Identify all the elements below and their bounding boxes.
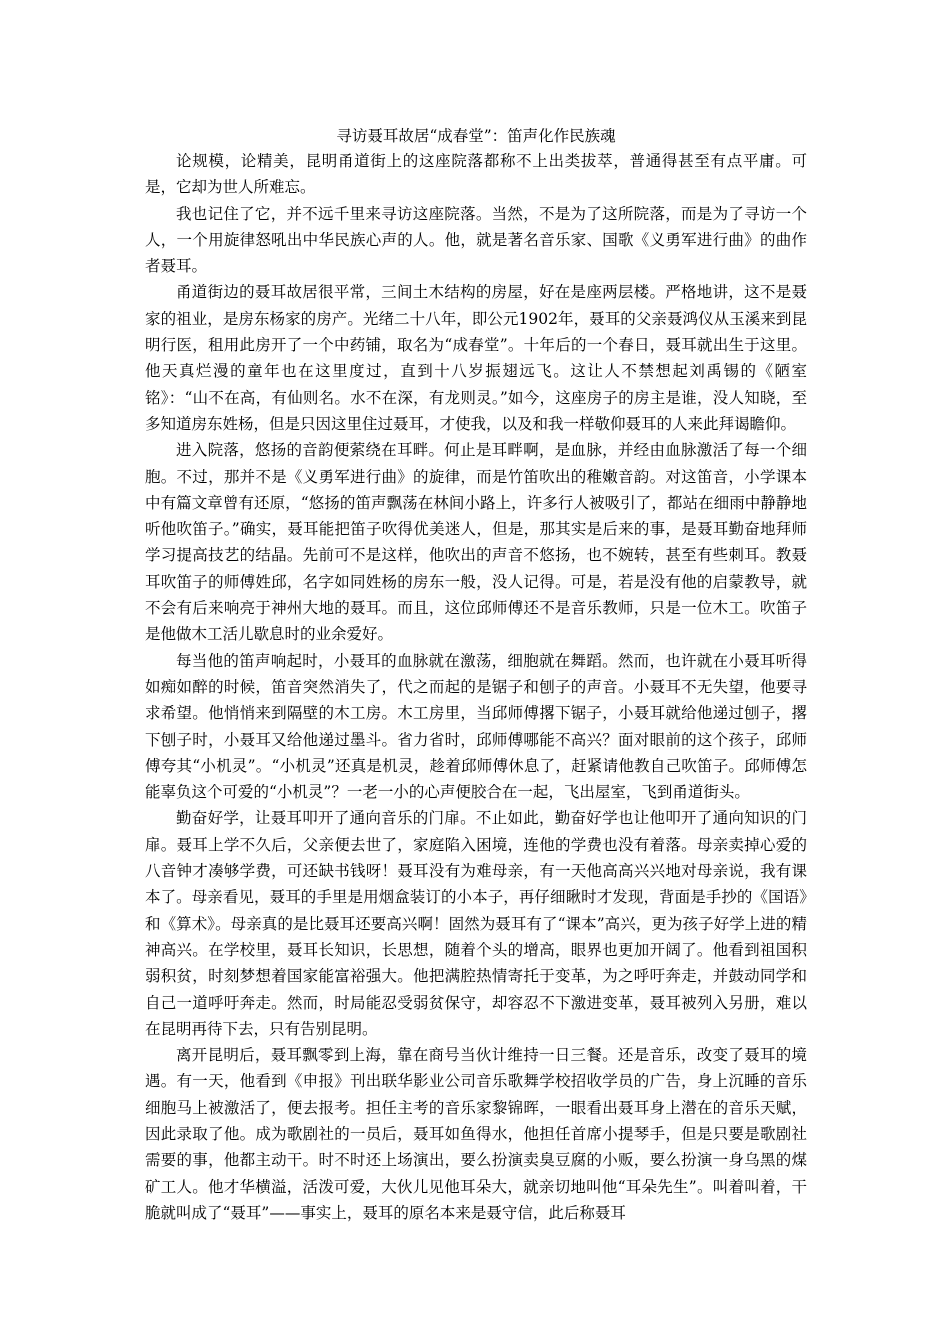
paragraph-5: 每当他的笛声响起时，小聂耳的血脉就在激荡，细胞就在舞蹈。然而，也许就在小聂耳听得如痴如醉的时候，笛音突然消失了，代之而起的是锯子和刨子的声音。小聂耳不无失望，他要寻求希望。他悄悄来到隔壁的木工房。木工房里，当邱师傅撂下锯子，小聂耳就给他递过刨子，撂下刨子时，小聂耳又给他递过墨斗。省力省时，邱师傅哪能不高兴？面对眼前的这个孩子，邱师傅夸其“小机灵”。“小机灵”还真是机灵，趁着邱师傅休息了，赶紧请他教自己吹笛子。邱师傅怎能辜负这个可爱的“小机灵”？一老一小的心声便胶合在一起，飞出屋室，飞到甬道街头。	[145, 651, 807, 802]
article-body	[145, 124, 807, 1226]
paragraph-7: 离开昆明后，聂耳飘零到上海，靠在商号当伙计维持一日三餐。还是音乐，改变了聂耳的境遇。有一天，他看到《申报》刊出联华影业公司音乐歌舞学校招收学员的广告，身上沉睡的音乐细胞马上被激活了，便去报考。担任主考的音乐家黎锦晖，一眼看出聂耳身上潜在的音乐天赋，因此录取了他。成为歌剧社的一员后，聂耳如鱼得水，他担任首席小提琴手，但是只要是歌剧社需要的事，他都主动干。时不时还上场演出，要么扮演卖臭豆腐的小贩，要么扮演一身乌黑的煤矿工人。他才华横溢，活泼可爱，大伙儿见他耳朵大，就亲切地叫他“耳朵先生”。叫着叫着，干脆就叫成了“聂耳”——事实上，聂耳的原名本来是聂守信，此后称聂耳	[145, 1046, 807, 1222]
paragraph-3: 甬道街边的聂耳故居很平常，三间土木结构的房屋，好在是座两层楼。严格地讲，这不是聂家的祖业，是房东杨家的房产。光绪二十八年，即公元1902年，聂耳的父亲聂鸿仪从玉溪来到昆明行医，租用此房开了一个中药铺，取名为“成春堂”。十年后的一个春日，聂耳就出生于这里。他天真烂漫的童年也在这里度过，直到十八岁振翅远飞。这让人不禁想起刘禹锡的《陋室铭》：“山不在高，有仙则名。水不在深，有龙则灵。”如今，这座房子的房主是谁，没人知晓，至多知道房东姓杨，但是只因这里住过聂耳，才使我，以及和我一样敬仰聂耳的人来此拜谒瞻仰。	[145, 283, 807, 433]
paragraph-2: 我也记住了它，并不远千里来寻访这座院落。当然，不是为了这所院落，而是为了寻访一个人，一个用旋律怒吼出中华民族心声的人。他，就是著名音乐家、国歌《义勇军进行曲》的曲作者聂耳。	[145, 204, 807, 276]
paragraph-4: 进入院落，悠扬的音韵便萦绕在耳畔。何止是耳畔啊，是血脉，并经由血脉激活了每一个细胞。不过，那并不是《义勇军进行曲》的旋律，而是竹笛吹出的稚嫩音韵。对这笛音，小学课本中有篇文章曾有还原，“悠扬的笛声飘荡在林间小路上，许多行人被吸引了，都站在细雨中静静地听他吹笛子。”确实，聂耳能把笛子吹得优美迷人，但是，那其实是后来的事，是聂耳勤奋地拜师学习提高技艺的结晶。先前可不是这样，他吹出的声音不悠扬，也不婉转，甚至有些刺耳。教聂耳吹笛子的师傅姓邱，名字如同姓杨的房东一般，没人记得。可是，若是没有他的启蒙教导，就不会有后来响亮于神州大地的聂耳。而且，这位邱师傅还不是音乐教师，只是一位木工。吹笛子是他做木工活儿歇息时的业余爱好。	[145, 441, 807, 644]
paragraph-6: 勤奋好学，让聂耳叩开了通向音乐的门扉。不止如此，勤奋好学也让他叩开了通向知识的门扉。聂耳上学不久后，父亲便去世了，家庭陷入困境，连他的学费也没有着落。母亲卖掉心爱的八音钟才凑够学费，可还缺书钱呀！聂耳没有为难母亲，有一天他高高兴兴地对母亲说，我有课本了。母亲看见，聂耳的手里是用烟盒装订的小本子，再仔细瞅时才发现，背面是手抄的《国语》和《算术》。母亲真的是比聂耳还要高兴啊！固然为聂耳有了“课本”高兴，更为孩子好学上进的精神高兴。在学校里，聂耳长知识，长思想，随着个头的增高，眼界也更加开阔了。他看到祖国积弱积贫，时刻梦想着国家能富裕强大。他把满腔热情寄托于变革，为之呼吁奔走，并鼓动同学和自己一道呼吁奔走。然而，时局能忍受弱贫保守，却容忍不下激进变革，聂耳被列入另册，难以在昆明再待下去，只有告别昆明。	[145, 809, 807, 1038]
paragraph-1: 论规模，论精美，昆明甬道街上的这座院落都称不上出类拔萃，普通得甚至有点平庸。可是，它却为世人所难忘。	[145, 152, 807, 197]
article-title: 寻访聂耳故居“成春堂”：笛声化作民族魂	[336, 127, 616, 145]
